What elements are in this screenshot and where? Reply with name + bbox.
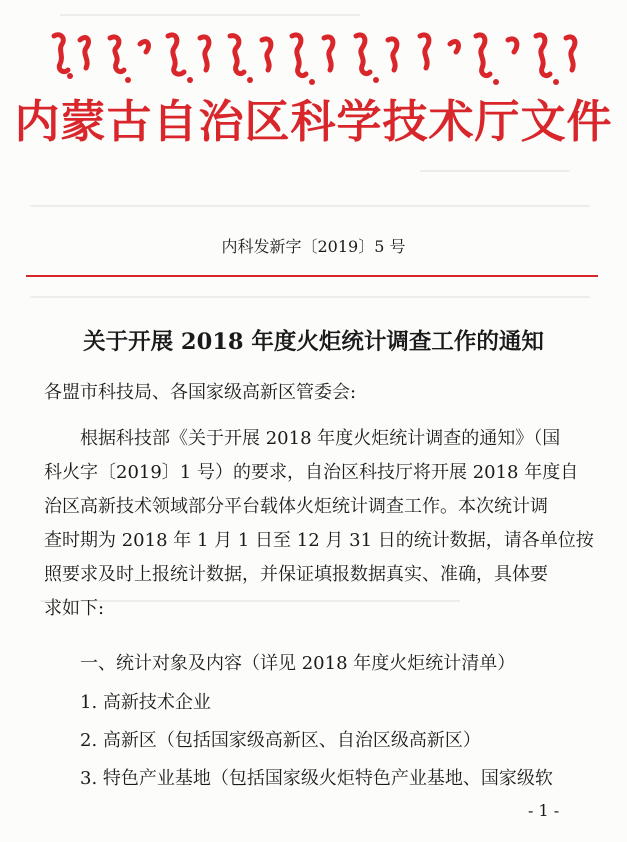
show-through-mark: [60, 14, 360, 16]
paragraph-line: 照要求及时上报统计数据，并保证填报数据真实、准确，具体要: [44, 564, 548, 585]
issuing-authority-title: 内蒙古自治区科学技术厅文件: [14, 95, 613, 148]
paragraph-line: 根据科技部《关于开展 2018 年度火炬统计调查的通知》（国: [80, 428, 561, 449]
paragraph-line: 求如下:: [44, 598, 105, 619]
show-through-mark: [30, 205, 590, 207]
red-divider-line: [26, 275, 598, 277]
addressee: 各盟市科技局、各国家级高新区管委会:: [44, 382, 357, 403]
paragraph-line: 查时期为 2018 年 1 月 1 日至 12 月 31 日的统计数据，请各单位按: [44, 530, 594, 551]
mongolian-script-banner: [40, 26, 588, 88]
list-item: 2. 高新区（包括国家级高新区、自治区级高新区）: [80, 730, 481, 751]
list-item: 3. 特色产业基地（包括国家级火炬特色产业基地、国家级软: [80, 768, 553, 789]
section-heading: 一、统计对象及内容（详见 2018 年度火炬统计清单）: [80, 653, 516, 674]
show-through-mark: [420, 170, 570, 172]
page-number: - 1 -: [528, 801, 560, 820]
notice-title: 关于开展 2018 年度火炬统计调查工作的通知: [83, 329, 544, 355]
mongolian-script-graphic: [40, 26, 588, 88]
paragraph-line: 治区高新技术领域部分平台载体火炬统计调查工作。本次统计调: [44, 496, 548, 517]
paragraph-line: 科火字〔2019〕1 号）的要求，自治区科技厅将开展 2018 年度自: [44, 462, 579, 483]
document-number: 内科发新字〔2019〕5 号: [221, 237, 406, 256]
list-item: 1. 高新技术企业: [80, 692, 211, 713]
show-through-mark: [30, 296, 590, 298]
